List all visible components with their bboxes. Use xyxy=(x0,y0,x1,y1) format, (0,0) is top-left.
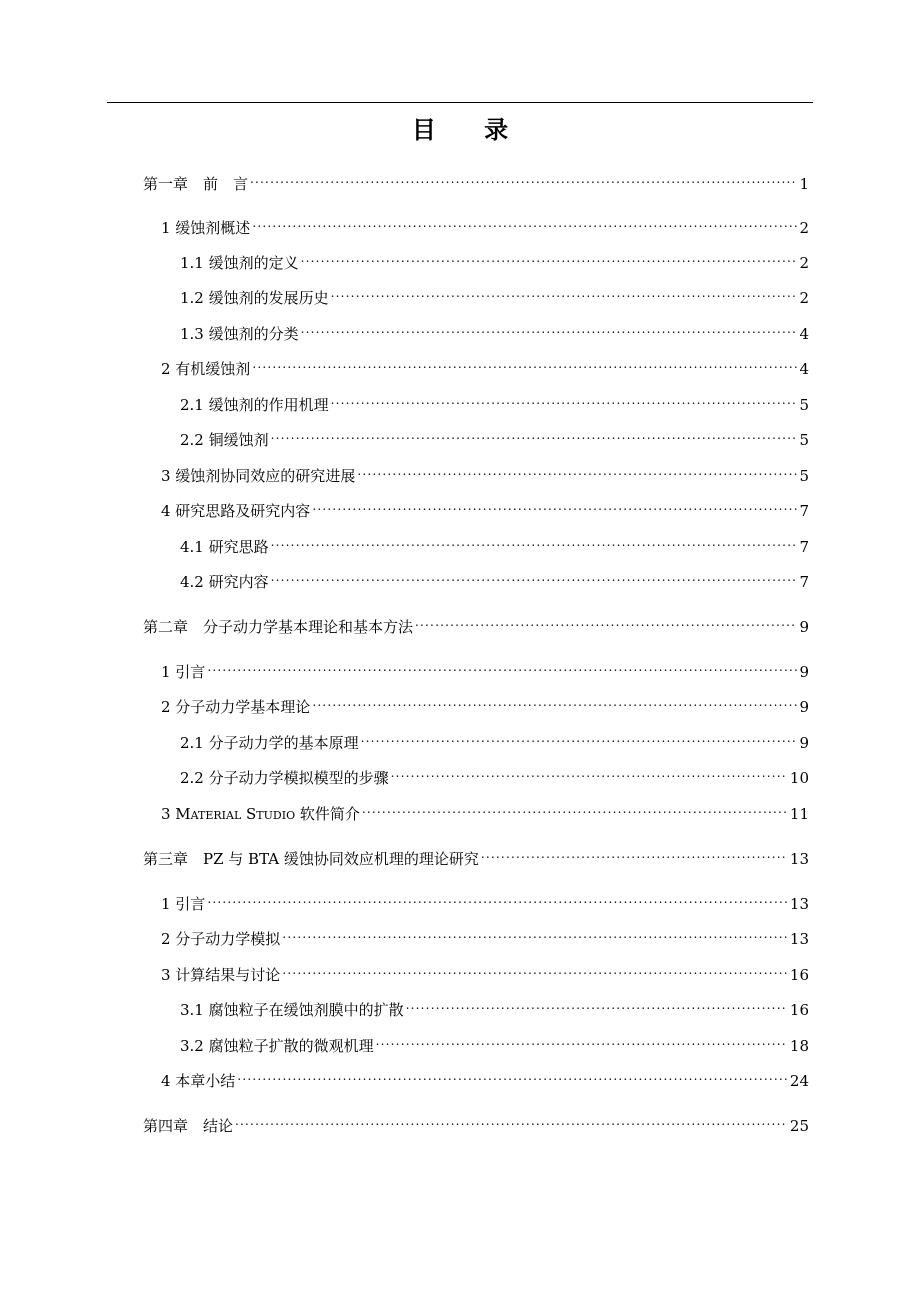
toc-entry-label: 2 分子动力学模拟 xyxy=(161,930,281,948)
toc-entry-3-md[interactable] xyxy=(161,922,809,948)
toc-entry-chapter-2[interactable] xyxy=(143,610,809,636)
toc-entry-1-2[interactable] xyxy=(180,281,809,307)
toc-entry-2-intro[interactable] xyxy=(161,655,809,681)
toc-entry-page: 13 xyxy=(789,850,809,868)
toc-entry-page: 5 xyxy=(799,467,809,485)
toc-entry-label: 4.2 研究内容 xyxy=(180,573,269,591)
toc-entry-label: 2.2 铜缓蚀剂 xyxy=(180,431,269,449)
toc-entry-label: 第二章 分子动力学基本理论和基本方法 xyxy=(143,618,414,636)
dot-leader xyxy=(312,690,797,712)
toc-entry-label: 2.1 缓蚀剂的作用机理 xyxy=(180,396,329,414)
toc-entry-chapter-4[interactable] xyxy=(143,1109,809,1135)
dot-leader xyxy=(282,922,788,944)
toc-entry-3[interactable] xyxy=(161,459,809,485)
toc-entry-2-software[interactable] xyxy=(161,797,809,823)
header-rule xyxy=(107,102,813,103)
toc-entry-3-summary[interactable] xyxy=(161,1064,809,1090)
dot-leader xyxy=(207,887,788,909)
dot-leader xyxy=(301,246,798,268)
dot-leader xyxy=(250,167,797,189)
toc-entry-page: 4 xyxy=(799,325,809,343)
toc-entry-page: 2 xyxy=(799,289,809,307)
toc-entry-page: 25 xyxy=(789,1117,809,1135)
dot-leader xyxy=(271,565,798,587)
dot-leader xyxy=(301,317,798,339)
dot-leader xyxy=(312,494,797,516)
toc-entry-2-1[interactable] xyxy=(180,388,809,414)
toc-entry-chapter-1[interactable] xyxy=(143,167,809,193)
toc-entry-3-results-1[interactable] xyxy=(180,993,809,1019)
toc-entry-page: 7 xyxy=(799,538,809,556)
toc-entry-label: 2.1 分子动力学的基本原理 xyxy=(180,734,359,752)
toc-entry-page: 13 xyxy=(789,930,809,948)
toc-entry-page: 9 xyxy=(799,698,809,716)
toc-entry-3-intro[interactable] xyxy=(161,887,809,913)
toc-entry-page: 5 xyxy=(799,396,809,414)
toc-entry-page: 7 xyxy=(799,573,809,591)
toc-entry-label: 第一章 前 言 xyxy=(143,175,249,193)
dot-leader xyxy=(391,761,788,783)
toc-entry-2-2[interactable] xyxy=(180,423,809,449)
toc-entry-page: 5 xyxy=(799,431,809,449)
toc-entry-page: 7 xyxy=(799,502,809,520)
toc-entry-2-theory-2[interactable] xyxy=(180,761,809,787)
toc-entry-page: 16 xyxy=(789,966,809,984)
toc-entry-label: 1.1 缓蚀剂的定义 xyxy=(180,254,299,272)
toc-entry-label: 4 研究思路及研究内容 xyxy=(161,502,311,520)
toc-entry-label: 2 有机缓蚀剂 xyxy=(161,360,251,378)
toc-entry-page: 11 xyxy=(789,805,809,823)
toc-entry-2-theory[interactable] xyxy=(161,690,809,716)
dot-leader xyxy=(331,388,798,410)
dot-leader xyxy=(331,281,798,303)
toc-entry-page: 24 xyxy=(789,1072,809,1090)
toc-entry-3-results[interactable] xyxy=(161,958,809,984)
toc-entry-2[interactable] xyxy=(161,352,809,378)
toc-entry-page: 10 xyxy=(789,769,809,787)
toc-entry-page: 16 xyxy=(789,1001,809,1019)
toc-entry-page: 9 xyxy=(799,734,809,752)
toc-entry-page: 4 xyxy=(799,360,809,378)
dot-leader xyxy=(237,1064,788,1086)
toc-entry-1[interactable] xyxy=(161,211,809,237)
toc-entry-1-3[interactable] xyxy=(180,317,809,343)
toc-entry-label: 2 分子动力学基本理论 xyxy=(161,698,311,716)
toc-entry-page: 9 xyxy=(799,663,809,681)
toc-entry-label: 第四章 结论 xyxy=(143,1117,234,1135)
toc-entry-label: 4 本章小结 xyxy=(161,1072,236,1090)
toc-entry-label: 3 Material Studio 软件简介 xyxy=(161,805,360,823)
dot-leader xyxy=(252,211,797,233)
toc-entry-page: 18 xyxy=(789,1037,809,1055)
toc-entry-page: 1 xyxy=(799,175,809,193)
toc-entry-label: 第三章 PZ 与 BTA 缓蚀协同效应机理的理论研究 xyxy=(143,850,479,868)
toc-entry-chapter-3[interactable] xyxy=(143,842,809,868)
toc-entry-label: 2.2 分子动力学模拟模型的步骤 xyxy=(180,769,389,787)
toc-entry-page: 2 xyxy=(799,219,809,237)
dot-leader xyxy=(376,1029,788,1051)
toc-entry-4-1[interactable] xyxy=(180,530,809,556)
dot-leader xyxy=(235,1109,788,1131)
dot-leader xyxy=(207,655,797,677)
dot-leader xyxy=(481,842,788,864)
page-title: 目 录 xyxy=(411,115,529,144)
toc-entry-label: 1.3 缓蚀剂的分类 xyxy=(180,325,299,343)
dot-leader xyxy=(271,530,798,552)
toc-entry-4[interactable] xyxy=(161,494,809,520)
dot-leader xyxy=(415,610,797,632)
toc-entry-label: 1.2 缓蚀剂的发展历史 xyxy=(180,289,329,307)
toc-entry-label: 1 缓蚀剂概述 xyxy=(161,219,251,237)
toc-entry-page: 13 xyxy=(789,895,809,913)
toc-entry-label: 1 引言 xyxy=(161,895,206,913)
toc-entry-label: 3 计算结果与讨论 xyxy=(161,966,281,984)
toc-entry-1-1[interactable] xyxy=(180,246,809,272)
toc-entry-3-results-2[interactable] xyxy=(180,1029,809,1055)
toc-entry-page: 9 xyxy=(799,618,809,636)
toc-entry-page: 2 xyxy=(799,254,809,272)
toc-entry-label: 3.2 腐蚀粒子扩散的微观机理 xyxy=(180,1037,374,1055)
dot-leader xyxy=(357,459,797,481)
toc-entry-label: 3.1 腐蚀粒子在缓蚀剂膜中的扩散 xyxy=(180,1001,404,1019)
toc-entry-label: 1 引言 xyxy=(161,663,206,681)
dot-leader xyxy=(361,726,798,748)
toc-entry-label: 4.1 研究思路 xyxy=(180,538,269,556)
toc-entry-4-2[interactable] xyxy=(180,565,809,591)
dot-leader xyxy=(252,352,797,374)
dot-leader xyxy=(271,423,798,445)
dot-leader xyxy=(406,993,788,1015)
toc-entry-label: 3 缓蚀剂协同效应的研究进展 xyxy=(161,467,356,485)
dot-leader xyxy=(362,797,788,819)
dot-leader xyxy=(282,958,788,980)
toc-entry-2-theory-1[interactable] xyxy=(180,726,809,752)
